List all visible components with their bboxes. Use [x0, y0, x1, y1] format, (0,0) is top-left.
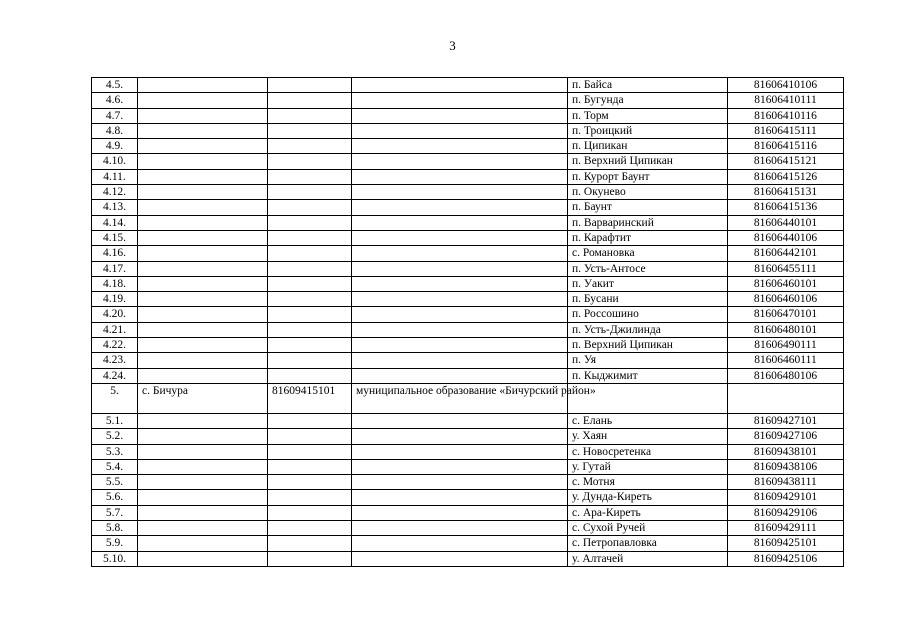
settlement-name-cell: с. Елань — [568, 413, 728, 428]
municipality-cell — [352, 276, 568, 291]
settlement-code-cell: 81606490111 — [728, 338, 844, 353]
table-row — [92, 444, 844, 459]
row-number-cell: 5.8. — [92, 521, 138, 536]
settlement-code-cell: 81606440106 — [728, 230, 844, 245]
settlement-code-cell: 81609427106 — [728, 429, 844, 444]
table-row — [92, 429, 844, 444]
settlement-name-cell: с. Новосретенка — [568, 444, 728, 459]
municipality-cell — [352, 154, 568, 169]
municipality-cell — [352, 368, 568, 383]
admin-center-cell — [138, 444, 268, 459]
row-number-cell: 4.6. — [92, 93, 138, 108]
admin-center-cell — [138, 200, 268, 215]
municipality-cell — [352, 185, 568, 200]
admin-center-code-cell — [268, 338, 352, 353]
admin-center-cell — [138, 536, 268, 551]
municipality-cell — [352, 475, 568, 490]
admin-center-code-cell — [268, 139, 352, 154]
row-number-cell: 4.8. — [92, 123, 138, 138]
municipality-cell — [352, 93, 568, 108]
settlement-code-cell: 81606410111 — [728, 93, 844, 108]
admin-center-code-cell — [268, 154, 352, 169]
admin-center-code-cell — [268, 353, 352, 368]
table-row — [92, 292, 844, 307]
municipality-cell — [352, 322, 568, 337]
settlement-code-cell: 81606480101 — [728, 322, 844, 337]
admin-center-cell — [138, 475, 268, 490]
row-number-cell: 4.23. — [92, 353, 138, 368]
row-number-cell: 5.10. — [92, 551, 138, 566]
admin-center-cell — [138, 292, 268, 307]
settlement-name-cell: п. Россошино — [568, 307, 728, 322]
admin-center-code-cell — [268, 78, 352, 93]
admin-center-code-cell — [268, 93, 352, 108]
table-row — [92, 307, 844, 322]
admin-center-cell — [138, 169, 268, 184]
admin-center-cell — [138, 368, 268, 383]
municipality-cell — [352, 215, 568, 230]
municipality-cell — [352, 169, 568, 184]
table-row — [92, 521, 844, 536]
row-number-cell: 4.20. — [92, 307, 138, 322]
settlement-name-cell: у. Дунда-Киреть — [568, 490, 728, 505]
admin-center-code-cell — [268, 261, 352, 276]
row-number-cell: 4.18. — [92, 276, 138, 291]
municipality-cell — [352, 123, 568, 138]
admin-center-code-cell — [268, 322, 352, 337]
settlement-code-cell: 81609429101 — [728, 490, 844, 505]
row-number-cell: 4.5. — [92, 78, 138, 93]
admin-center-code-cell — [268, 536, 352, 551]
settlement-name-cell: п. Ципикан — [568, 139, 728, 154]
row-number-cell: 5.5. — [92, 475, 138, 490]
table-row — [92, 215, 844, 230]
admin-center-code-cell — [268, 123, 352, 138]
municipality-cell — [352, 505, 568, 520]
municipality-cell — [352, 139, 568, 154]
table-row — [92, 154, 844, 169]
settlement-name-cell: п. Карафтит — [568, 230, 728, 245]
table-row — [92, 459, 844, 474]
admin-center-cell: с. Бичура — [138, 383, 268, 413]
table-row — [92, 246, 844, 261]
table-row — [92, 261, 844, 276]
table-row — [92, 353, 844, 368]
settlement-name-cell: п. Верхний Ципикан — [568, 338, 728, 353]
row-number-cell: 4.16. — [92, 246, 138, 261]
table-row — [92, 383, 844, 413]
admin-center-cell — [138, 230, 268, 245]
admin-center-code-cell — [268, 459, 352, 474]
page-number: 3 — [449, 38, 456, 53]
settlement-name-cell: п. Торм — [568, 108, 728, 123]
admin-center-cell — [138, 139, 268, 154]
settlement-code-cell: 81606415136 — [728, 200, 844, 215]
admin-center-code-cell — [268, 521, 352, 536]
settlement-code-cell: 81606455111 — [728, 261, 844, 276]
row-number-cell: 5.9. — [92, 536, 138, 551]
admin-center-code-cell — [268, 368, 352, 383]
admin-center-code-cell — [268, 215, 352, 230]
admin-center-code-cell — [268, 475, 352, 490]
admin-center-code-cell — [268, 292, 352, 307]
admin-center-cell — [138, 246, 268, 261]
admin-center-code-cell — [268, 307, 352, 322]
settlement-name-cell: п. Варваринский — [568, 215, 728, 230]
municipality-cell — [352, 490, 568, 505]
municipality-cell — [352, 78, 568, 93]
row-number-cell: 4.15. — [92, 230, 138, 245]
admin-center-code-cell — [268, 108, 352, 123]
settlement-code-cell: 81609438101 — [728, 444, 844, 459]
table-row — [92, 490, 844, 505]
settlement-name-cell: п. Усть-Антосе — [568, 261, 728, 276]
settlement-name-cell: с. Романовка — [568, 246, 728, 261]
table-row — [92, 551, 844, 566]
settlement-code-cell: 81606460101 — [728, 276, 844, 291]
table-body — [92, 78, 844, 567]
settlement-code-cell: 81609425101 — [728, 536, 844, 551]
settlement-code-cell: 81606410116 — [728, 108, 844, 123]
settlement-name-cell: п. Окунево — [568, 185, 728, 200]
settlement-name-cell: п. Байса — [568, 78, 728, 93]
row-number-cell: 4.13. — [92, 200, 138, 215]
row-number-cell: 4.14. — [92, 215, 138, 230]
admin-center-cell — [138, 505, 268, 520]
admin-center-code-cell — [268, 200, 352, 215]
row-number-cell: 4.7. — [92, 108, 138, 123]
settlement-name-cell: п. Курорт Баунт — [568, 169, 728, 184]
row-number-cell: 4.10. — [92, 154, 138, 169]
settlement-code-cell: 81606460111 — [728, 353, 844, 368]
settlement-code-cell: 81606460106 — [728, 292, 844, 307]
settlement-name-cell: п. Верхний Ципикан — [568, 154, 728, 169]
settlement-code-cell — [728, 383, 844, 413]
settlement-name-cell: с. Мотня — [568, 475, 728, 490]
settlement-name-cell: п. Троицкий — [568, 123, 728, 138]
row-number-cell: 4.21. — [92, 322, 138, 337]
settlement-code-cell: 81606415126 — [728, 169, 844, 184]
municipality-cell — [352, 551, 568, 566]
table-row — [92, 139, 844, 154]
settlement-name-cell: п. Уя — [568, 353, 728, 368]
admin-center-code-cell — [268, 413, 352, 428]
table-row — [92, 169, 844, 184]
settlement-code-cell: 81609425106 — [728, 551, 844, 566]
settlement-name-cell: у. Алтачей — [568, 551, 728, 566]
admin-center-cell — [138, 261, 268, 276]
row-number-cell: 4.17. — [92, 261, 138, 276]
municipality-cell: муниципальное образование «Бичурский район» — [352, 383, 568, 413]
admin-center-cell — [138, 413, 268, 428]
settlement-code-cell: 81609429106 — [728, 505, 844, 520]
admin-center-cell — [138, 521, 268, 536]
table-row — [92, 200, 844, 215]
settlement-name-cell: с. Петропавловка — [568, 536, 728, 551]
table-row — [92, 413, 844, 428]
settlement-code-cell: 81606442101 — [728, 246, 844, 261]
settlement-name-cell: п. Баунт — [568, 200, 728, 215]
admin-center-cell — [138, 322, 268, 337]
settlement-code-cell: 81606410106 — [728, 78, 844, 93]
admin-center-code-cell — [268, 490, 352, 505]
settlement-code-cell: 81606415121 — [728, 154, 844, 169]
settlement-code-cell: 81609427101 — [728, 413, 844, 428]
settlement-code-cell: 81606440101 — [728, 215, 844, 230]
table-row — [92, 230, 844, 245]
table-row — [92, 78, 844, 93]
table-row — [92, 108, 844, 123]
admin-center-cell — [138, 353, 268, 368]
table-row — [92, 123, 844, 138]
settlement-code-cell: 81609438106 — [728, 459, 844, 474]
municipality-cell — [352, 230, 568, 245]
settlement-name-cell: п. Кыджимит — [568, 368, 728, 383]
admin-center-cell — [138, 215, 268, 230]
settlement-code-cell: 81606480106 — [728, 368, 844, 383]
admin-center-cell — [138, 123, 268, 138]
municipality-cell — [352, 413, 568, 428]
row-number-cell: 5.4. — [92, 459, 138, 474]
settlement-code-cell: 81606415116 — [728, 139, 844, 154]
table-row — [92, 368, 844, 383]
admin-center-cell — [138, 78, 268, 93]
settlement-name-cell: п. Бугунда — [568, 93, 728, 108]
settlement-code-cell: 81606415111 — [728, 123, 844, 138]
table-row — [92, 322, 844, 337]
admin-center-code-cell — [268, 185, 352, 200]
admin-center-cell — [138, 429, 268, 444]
municipality-cell — [352, 261, 568, 276]
table-row — [92, 475, 844, 490]
row-number-cell: 4.9. — [92, 139, 138, 154]
row-number-cell: 4.19. — [92, 292, 138, 307]
admin-center-code-cell: 81609415101 — [268, 383, 352, 413]
settlement-name-cell: у. Хаян — [568, 429, 728, 444]
table-row — [92, 505, 844, 520]
municipality-cell — [352, 353, 568, 368]
table-row — [92, 536, 844, 551]
row-number-cell: 5.2. — [92, 429, 138, 444]
municipality-cell — [352, 444, 568, 459]
settlement-name-cell: п. Бусани — [568, 292, 728, 307]
admin-center-code-cell — [268, 169, 352, 184]
admin-center-code-cell — [268, 505, 352, 520]
settlement-name-cell: п. Усть-Джилинда — [568, 322, 728, 337]
row-number-cell: 4.22. — [92, 338, 138, 353]
admin-center-cell — [138, 276, 268, 291]
admin-center-code-cell — [268, 230, 352, 245]
settlement-code-cell: 81606470101 — [728, 307, 844, 322]
row-number-cell: 4.12. — [92, 185, 138, 200]
municipality-cell — [352, 429, 568, 444]
row-number-cell: 5.1. — [92, 413, 138, 428]
admin-center-cell — [138, 108, 268, 123]
municipality-cell — [352, 338, 568, 353]
row-number-cell: 4.11. — [92, 169, 138, 184]
table-row — [92, 185, 844, 200]
admin-center-cell — [138, 459, 268, 474]
admin-center-cell — [138, 338, 268, 353]
admin-center-cell — [138, 185, 268, 200]
municipality-cell — [352, 536, 568, 551]
settlements-table — [91, 77, 844, 567]
table-row — [92, 276, 844, 291]
municipality-cell — [352, 292, 568, 307]
admin-center-cell — [138, 490, 268, 505]
municipality-cell — [352, 246, 568, 261]
municipality-cell — [352, 521, 568, 536]
settlement-code-cell: 81609438111 — [728, 475, 844, 490]
row-number-cell: 4.24. — [92, 368, 138, 383]
admin-center-code-cell — [268, 444, 352, 459]
table-row — [92, 338, 844, 353]
admin-center-cell — [138, 93, 268, 108]
settlement-name-cell: с. Сухой Ручей — [568, 521, 728, 536]
row-number-cell: 5.6. — [92, 490, 138, 505]
admin-center-code-cell — [268, 429, 352, 444]
admin-center-code-cell — [268, 551, 352, 566]
row-number-cell: 5.3. — [92, 444, 138, 459]
admin-center-code-cell — [268, 276, 352, 291]
settlement-name-cell: у. Гутай — [568, 459, 728, 474]
municipality-cell — [352, 307, 568, 322]
admin-center-cell — [138, 551, 268, 566]
settlement-name-cell: с. Ара-Киреть — [568, 505, 728, 520]
admin-center-cell — [138, 307, 268, 322]
settlement-code-cell: 81606415131 — [728, 185, 844, 200]
admin-center-code-cell — [268, 246, 352, 261]
municipality-cell — [352, 108, 568, 123]
admin-center-cell — [138, 154, 268, 169]
municipality-cell — [352, 459, 568, 474]
table-row — [92, 93, 844, 108]
settlement-name-cell: п. Уакит — [568, 276, 728, 291]
municipality-cell — [352, 200, 568, 215]
row-number-cell: 5.7. — [92, 505, 138, 520]
settlement-code-cell: 81609429111 — [728, 521, 844, 536]
row-number-cell: 5. — [92, 383, 138, 413]
